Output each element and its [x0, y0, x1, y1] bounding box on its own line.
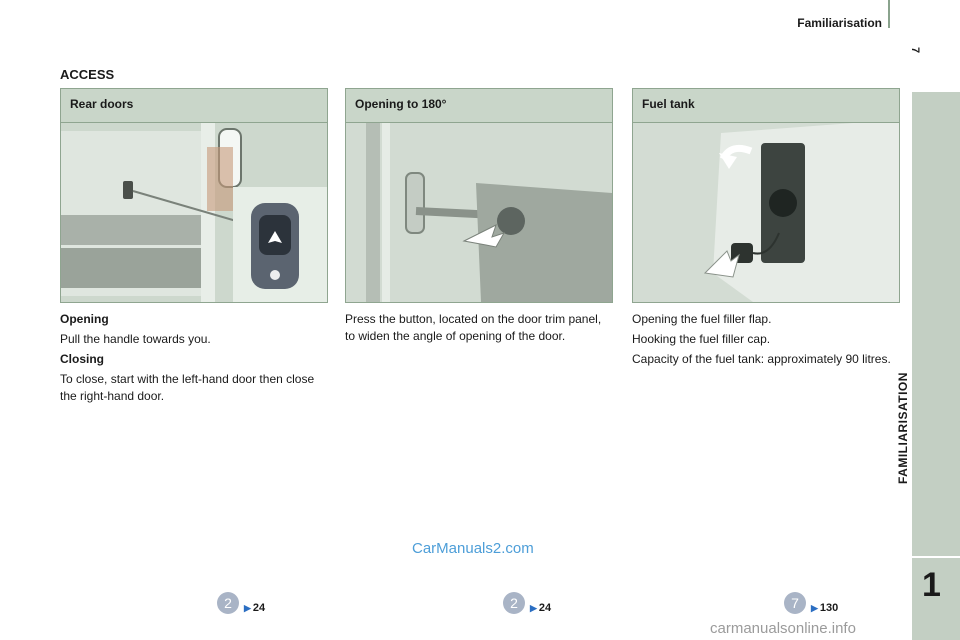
- closing-text: To close, start with the left-hand door then close the right-hand door.: [60, 372, 315, 403]
- chapter-badge-1[interactable]: 2: [217, 592, 239, 614]
- chapter-badge-3[interactable]: 7: [784, 592, 806, 614]
- opening-180-panel-title: Opening to 180°: [346, 89, 612, 123]
- page-number: 7: [909, 46, 922, 54]
- fuel-tank-panel-title: Fuel tank: [633, 89, 899, 123]
- opening-heading: Opening: [60, 312, 109, 326]
- chapter-number: 1: [922, 566, 941, 604]
- closing-heading: Closing: [60, 352, 104, 366]
- opening-text: Pull the handle towards you.: [60, 332, 211, 346]
- chapter-side-label: FAMILIARISATION: [896, 372, 910, 484]
- rear-doors-panel-title: Rear doors: [61, 89, 327, 123]
- opening-180-panel: [345, 88, 613, 303]
- fuel-filler-cap-illustration: [633, 123, 899, 302]
- fuel-line-1: Opening the fuel filler flap.: [632, 312, 772, 326]
- fuel-line-3: Capacity of the fuel tank: approximately 90 litres.: [632, 352, 891, 366]
- fuel-tank-text: [632, 311, 898, 371]
- fuel-line-2: Hooking the fuel filler cap.: [632, 332, 771, 346]
- section-heading: ACCESS: [60, 67, 115, 82]
- play-arrow-icon: ▶: [811, 603, 818, 613]
- header-rule: [888, 0, 890, 28]
- watermark: CarManuals2.com: [412, 540, 534, 557]
- page-ref-3[interactable]: ▶ 130: [811, 602, 839, 614]
- rear-doors-text: [60, 311, 326, 408]
- rear-doors-panel: [60, 88, 328, 303]
- rear-door-handle-illustration: [61, 123, 327, 302]
- side-tab-separator: [912, 556, 960, 558]
- chapter-badge-2[interactable]: 2: [503, 592, 525, 614]
- play-arrow-icon: ▶: [530, 603, 537, 613]
- page-ref-1[interactable]: ▶ 24: [244, 602, 266, 614]
- fuel-tank-panel: [632, 88, 900, 303]
- footer-watermark: carmanualsonline.info: [710, 620, 856, 637]
- header-title: Familiarisation: [797, 16, 882, 30]
- page-ref-2[interactable]: ▶ 24: [530, 602, 552, 614]
- opening-180-text: [345, 311, 611, 348]
- play-arrow-icon: ▶: [244, 603, 251, 613]
- door-release-button-illustration: [346, 123, 612, 302]
- opening-180-description: Press the button, located on the door trim panel, to widen the angle of opening of the door.: [345, 312, 602, 343]
